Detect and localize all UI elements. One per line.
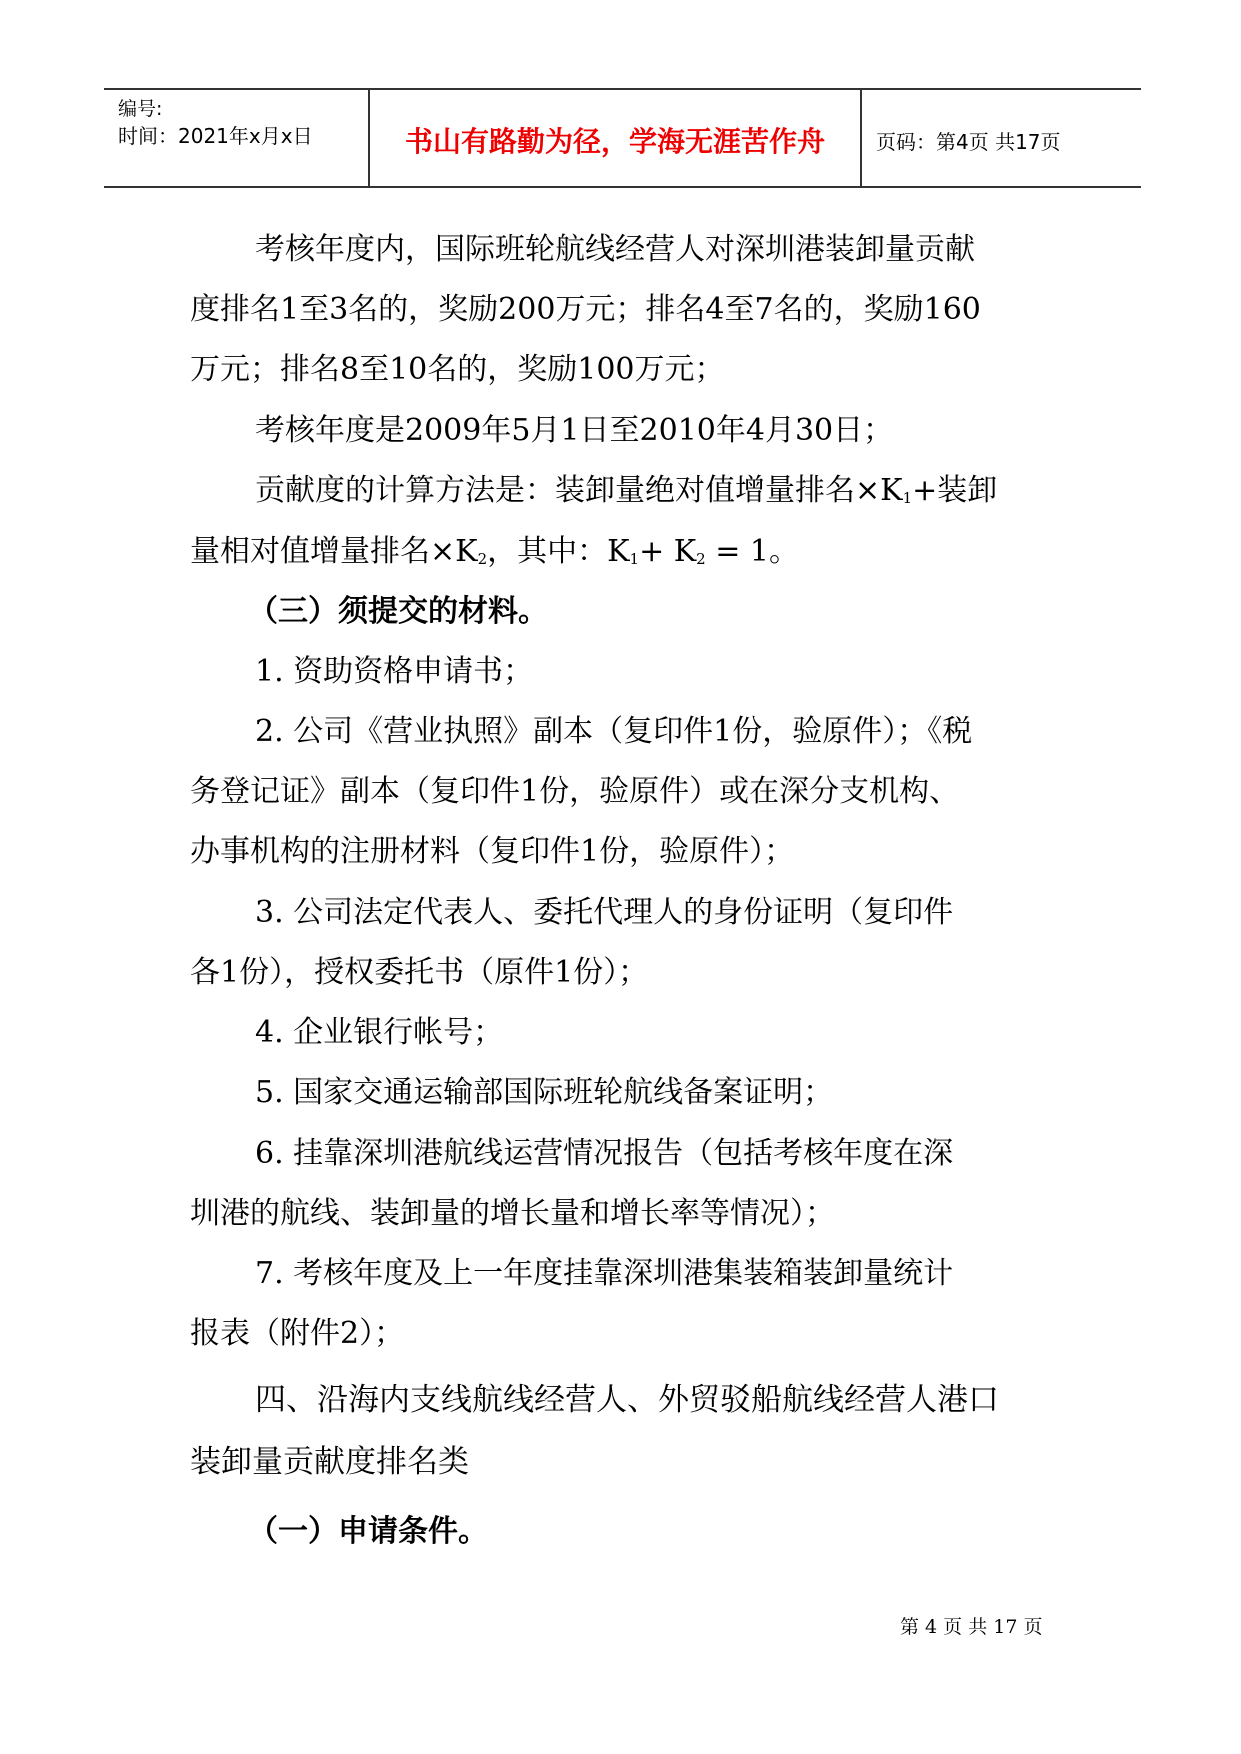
- header-page-label: 页码：第4页 共17页: [876, 130, 1061, 154]
- paragraph-line: 考核年度内，国际班轮航线经营人对深圳港装卸量贡献: [255, 232, 975, 267]
- list-item: 2. 公司《营业执照》副本（复印件1份，验原件）；《税: [255, 714, 973, 749]
- list-item-continuation: 圳港的航线、装卸量的增长量和增长率等情况）；: [190, 1196, 835, 1231]
- subscript: 1: [629, 550, 640, 568]
- formula-text: ，其中：K: [487, 534, 630, 569]
- formula-text: = 1。: [705, 534, 800, 569]
- formula-text: +装卸: [912, 473, 998, 508]
- section-heading: （三）须提交的材料。: [248, 594, 548, 629]
- formula-text: 贡献度的计算方法是：装卸量绝对值增量排名×K: [255, 473, 903, 508]
- header-time-label: 时间：2021年x月x日: [118, 124, 313, 148]
- header-code-label: 编号:: [118, 98, 163, 120]
- paragraph-line: 考核年度是2009年5月1日至2010年4月30日；: [255, 413, 894, 448]
- page-header: [104, 88, 1141, 188]
- list-item-continuation: 各1份），授权委托书（原件1份）；: [190, 955, 649, 990]
- subscript: 2: [477, 550, 488, 568]
- paragraph-line: 万元；排名8至10名的，奖励100万元；: [190, 352, 725, 387]
- page-footer: 第 4 页 共 17 页: [900, 1616, 1043, 1638]
- list-item: 5. 国家交通运输部国际班轮航线备案证明；: [255, 1075, 834, 1110]
- paragraph-line: 度排名1至3名的，奖励200万元；排名4至7名的，奖励160: [190, 292, 981, 327]
- section-heading: 四、沿海内支线航线经营人、外贸驳船航线经营人港口: [255, 1382, 999, 1418]
- sub-section-heading: （一）申请条件。: [248, 1514, 488, 1549]
- formula-line: [190, 532, 799, 579]
- section-heading-continuation: 装卸量贡献度排名类: [190, 1444, 469, 1480]
- list-item: 7. 考核年度及上一年度挂靠深圳港集装箱装卸量统计: [255, 1256, 954, 1291]
- list-item-continuation: 务登记证》副本（复印件1份，验原件）或在深分支机构、: [190, 774, 960, 809]
- header-left-cell: [104, 90, 370, 186]
- header-motto-cell: [370, 90, 862, 186]
- formula-line: [255, 471, 997, 518]
- subscript: 2: [696, 550, 706, 568]
- header-page-cell: [862, 90, 1141, 186]
- list-item: 6. 挂靠深圳港航线运营情况报告（包括考核年度在深: [255, 1136, 954, 1171]
- formula-text: + K: [639, 534, 697, 569]
- subscript: 1: [902, 489, 913, 507]
- formula-text: 量相对值增量排名×K: [190, 534, 478, 569]
- list-item: 3. 公司法定代表人、委托代理人的身份证明（复印件: [255, 895, 954, 930]
- header-motto: 书山有路勤为径，学海无涯苦作舟: [404, 125, 825, 158]
- list-item-continuation: 办事机构的注册材料（复印件1份，验原件）；: [190, 834, 795, 869]
- list-item-continuation: 报表（附件2）；: [190, 1316, 405, 1351]
- list-item: 4. 企业银行帐号；: [255, 1015, 504, 1050]
- list-item: 1. 资助资格申请书；: [255, 654, 534, 689]
